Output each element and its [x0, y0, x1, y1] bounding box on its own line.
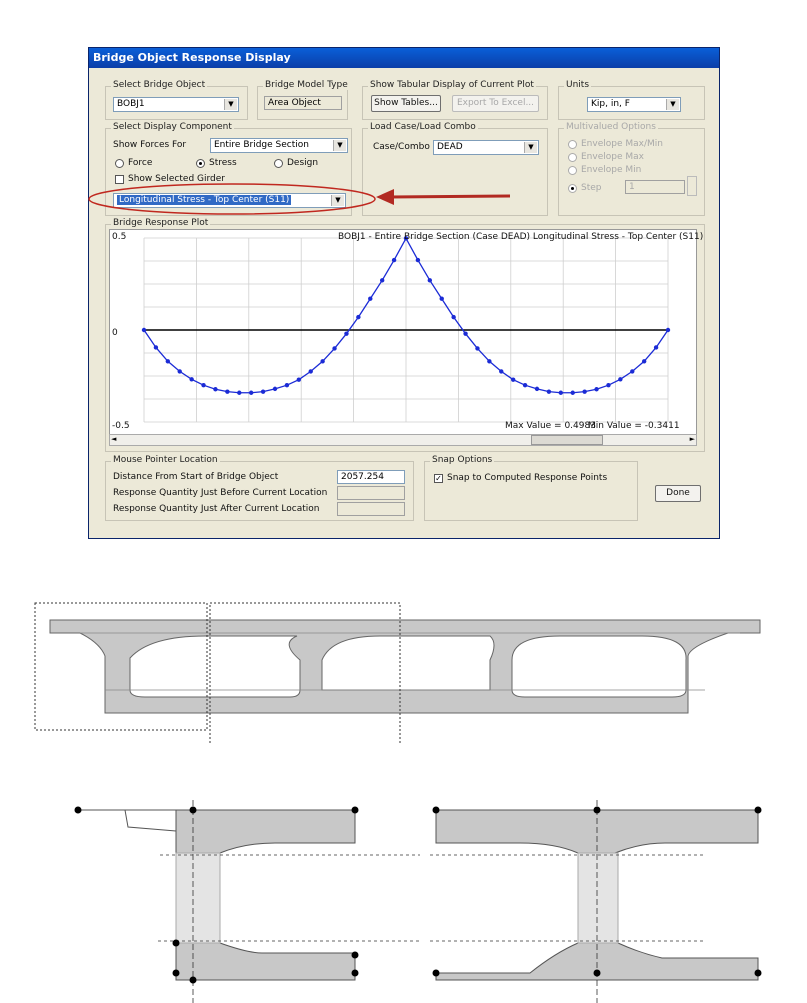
girder-detail-figure [0, 795, 807, 1003]
chevron-down-icon[interactable]: ▼ [331, 195, 344, 206]
left-flange-edge [78, 810, 176, 831]
bridge-model-type-title: Bridge Model Type [265, 80, 348, 90]
bridge-response-plot-title: Bridge Response Plot [113, 218, 209, 228]
after-label: Response Quantity Just After Current Location [113, 504, 320, 514]
units-value: Kip, in, F [591, 99, 630, 109]
radio-design-label: Design [287, 158, 319, 168]
bridge-object-value: BOBJ1 [117, 99, 145, 109]
cell-void-3 [512, 636, 686, 697]
distance-field[interactable]: 2057.254 [337, 470, 405, 484]
case-combo-label: Case/Combo [373, 142, 430, 152]
left-top-flange [78, 810, 355, 853]
bridge-model-type-field: Area Object [264, 96, 342, 110]
chevron-down-icon[interactable]: ▼ [524, 142, 537, 153]
display-component-value: Longitudinal Stress - Top Center (S11) [119, 195, 290, 205]
max-value-label: Max Value = 0.4983 [505, 421, 596, 431]
envelope-maxmin-label: Envelope Max/Min [581, 139, 663, 149]
display-component-title: Select Display Component [113, 122, 232, 132]
units-title: Units [566, 80, 590, 90]
annotation-arrow [390, 196, 510, 197]
scroll-right-icon[interactable]: ► [689, 435, 695, 443]
envelope-max-label: Envelope Max [581, 152, 644, 162]
left-web [176, 853, 220, 943]
chevron-down-icon[interactable]: ▼ [666, 99, 679, 110]
multivalued-options-title: Multivalued Options [566, 122, 656, 132]
annotation-arrow-head [376, 189, 394, 205]
left-bottom-flange [176, 943, 355, 980]
show-tables-button[interactable]: Show Tables... [371, 95, 441, 112]
load-case-title: Load Case/Load Combo [370, 122, 476, 132]
envelope-min-label: Envelope Min [581, 165, 642, 175]
radio-force-label: Force [128, 158, 153, 168]
cell-void-2 [322, 636, 494, 690]
chevron-down-icon[interactable]: ▼ [333, 140, 346, 151]
select-bridge-object-title: Select Bridge Object [113, 80, 206, 90]
step-value-field[interactable]: 1 [625, 180, 685, 194]
plot-header: BOBJ1 - Entire Bridge Section (Case DEAD) Longitudinal Stress - Top Center (S11) [338, 232, 704, 242]
show-selected-girder-label: Show Selected Girder [128, 174, 225, 184]
done-button[interactable]: Done [655, 485, 701, 502]
window-title: Bridge Object Response Display [89, 48, 719, 68]
box-girder-section-figure [0, 598, 807, 743]
snap-checkbox[interactable]: ✓ [435, 474, 442, 483]
radio-stress-label: Stress [209, 158, 237, 168]
right-web [578, 853, 618, 943]
export-excel-button[interactable]: Export To Excel... [452, 95, 539, 112]
y-tick-label-zero: 0 [112, 328, 118, 338]
distance-label: Distance From Start of Bridge Object [113, 472, 279, 482]
step-label: Step [581, 183, 602, 193]
show-forces-value: Entire Bridge Section [214, 140, 309, 150]
mouse-pointer-title: Mouse Pointer Location [113, 455, 218, 465]
chevron-down-icon[interactable]: ▼ [224, 99, 237, 110]
min-value-label: Min Value = -0.3411 [588, 421, 680, 431]
snap-options-title: Snap Options [432, 455, 493, 465]
show-forces-label: Show Forces For [113, 140, 187, 150]
case-combo-value: DEAD [437, 142, 463, 152]
y-tick-label-bottom: -0.5 [112, 421, 130, 431]
snap-label: Snap to Computed Response Points [447, 473, 608, 483]
scroll-left-icon[interactable]: ◄ [111, 435, 117, 443]
before-label: Response Quantity Just Before Current Location [113, 488, 328, 498]
tabular-display-title: Show Tabular Display of Current Plot [370, 80, 534, 90]
highlight-ellipse [89, 184, 375, 214]
y-tick-label-top: 0.5 [112, 232, 127, 242]
cell-void-1 [130, 636, 300, 697]
